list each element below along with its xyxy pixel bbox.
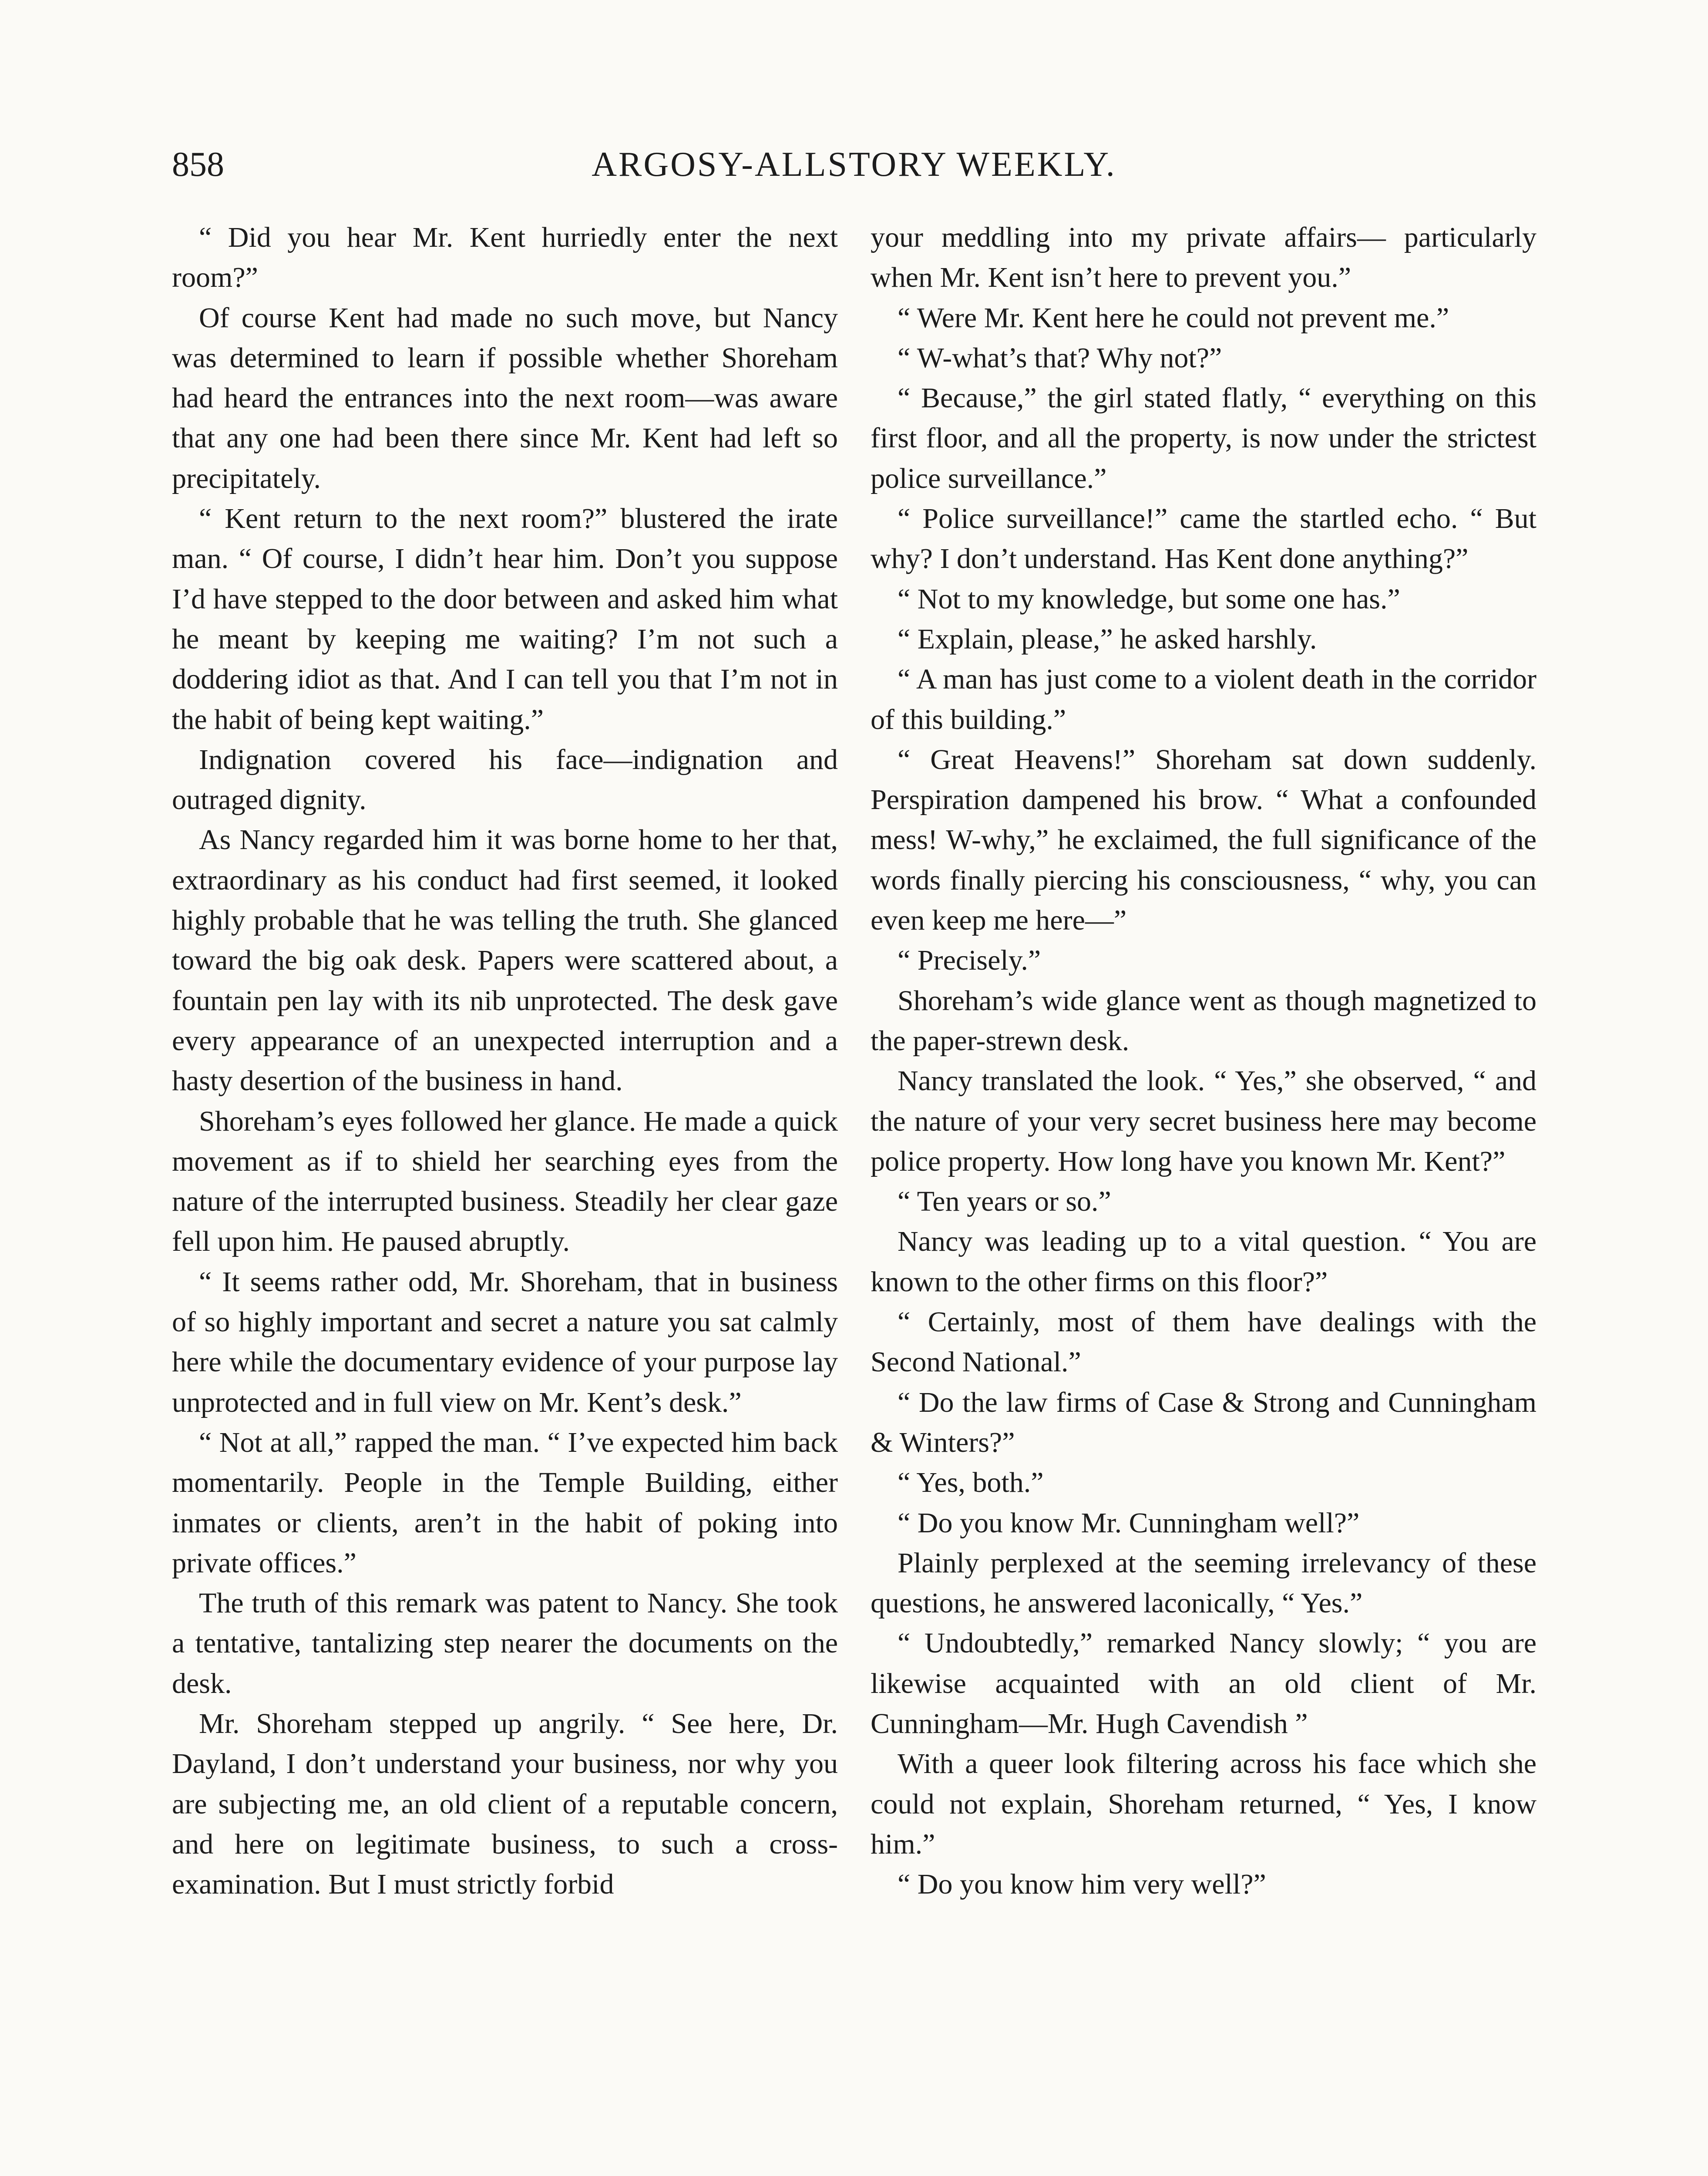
paragraph: With a queer look filtering across his face which she could not explain, Shoreham returned, “ Yes, I know him.” bbox=[871, 1748, 1537, 1860]
paragraph: “ Because,” the girl stated flatly, “ everything on this first floor, and all the property, is now under the strictest police surveillance.” bbox=[871, 382, 1537, 494]
paragraph-continued: your meddling into my private affairs— particularly when Mr. Kent isn’t here to prevent you.” bbox=[871, 222, 1537, 294]
paragraph: The truth of this remark was patent to Nancy. She took a tentative, tantalizing step nearer the documents on the desk. bbox=[172, 1587, 838, 1699]
paragraph: “ Not at all,” rapped the man. “ I’ve expected him back momentarily. People in the Temple Building, either inmates or clients, aren’t in the habit of poking into private offices.” bbox=[172, 1426, 838, 1579]
paragraph: “ Do you know Mr. Cunningham well?” bbox=[898, 1507, 1360, 1539]
paragraph: “ Undoubtedly,” remarked Nancy slowly; “ you are likewise acquainted with an old client of Mr. Cunningham—Mr. Hugh Cavendish ” bbox=[871, 1627, 1537, 1739]
paragraph: “ Precisely.” bbox=[898, 944, 1041, 977]
paragraph: “ Were Mr. Kent here he could not prevent me.” bbox=[898, 302, 1449, 334]
running-head: ARGOSY-ALLSTORY WEEKLY. bbox=[592, 145, 1116, 184]
paragraph: “ Police surveillance!” came the startled echo. “ But why? I don’t understand. Has Kent done anything?” bbox=[871, 503, 1537, 575]
paragraph: “ Yes, both.” bbox=[898, 1467, 1044, 1499]
paragraph: “ Explain, please,” he asked harshly. bbox=[898, 623, 1317, 655]
left-column bbox=[172, 218, 838, 1904]
paragraph: “ Not to my knowledge, but some one has.” bbox=[898, 583, 1400, 615]
paragraph: “ Certainly, most of them have dealings with the Second National.” bbox=[871, 1306, 1537, 1378]
right-column bbox=[871, 218, 1537, 1904]
paragraph: Nancy was leading up to a vital question. “ You are known to the other firms on this floor?” bbox=[871, 1226, 1537, 1298]
paragraph: Nancy translated the look. “ Yes,” she observed, “ and the nature of your very secret business here may become police property. How long have you known Mr. Kent?” bbox=[871, 1065, 1537, 1177]
paragraph: Of course Kent had made no such move, but Nancy was determined to learn if possible whether Shoreham had heard the entrances into the next room—was aware that any one had been there since Mr. Kent had left so precipitately. bbox=[172, 302, 838, 494]
paragraph: “ Do you know him very well?” bbox=[898, 1868, 1266, 1901]
page-header bbox=[172, 138, 1536, 191]
paragraph: “ Great Heavens!” Shoreham sat down suddenly. Perspiration dampened his brow. “ What a confounded mess! W-why,” he exclaimed, the full significance of the words finally piercing his consciousness, “ why, you can even keep me here—” bbox=[871, 743, 1537, 937]
page-number: 858 bbox=[172, 145, 224, 184]
paragraph: Indignation covered his face—indignation and outraged dignity. bbox=[172, 743, 838, 816]
paragraph: “ Did you hear Mr. Kent hurriedly enter the next room?” bbox=[172, 222, 838, 294]
paragraph: Mr. Shoreham stepped up angrily. “ See here, Dr. Dayland, I don’t understand your business, nor why you are subjecting me, an old client of a reputable concern, and here on legitimate business, to such a cross-examination. But I must strictly forbid bbox=[172, 1707, 838, 1901]
paragraph: “ W-what’s that? Why not?” bbox=[898, 342, 1222, 374]
paragraph: “ Ten years or so.” bbox=[898, 1185, 1111, 1218]
paragraph: Shoreham’s wide glance went as though magnetized to the paper-strewn desk. bbox=[871, 984, 1537, 1057]
paragraph: “ It seems rather odd, Mr. Shoreham, that in business of so highly important and secret a nature you sat calmly here while the documentary evidence of your purpose lay unprotected and in full view on Mr. Kent’s desk.” bbox=[172, 1266, 838, 1418]
paragraph: Shoreham’s eyes followed her glance. He made a quick movement as if to shield her searching eyes from the nature of the interrupted business. Steadily her clear gaze fell upon him. He paused abruptly. bbox=[172, 1105, 838, 1258]
paragraph: “ A man has just come to a violent death in the corridor of this building.” bbox=[871, 663, 1537, 735]
paragraph: “ Kent return to the next room?” blustered the irate man. “ Of course, I didn’t hear him. Don’t you suppose I’d have stepped to the door between and asked him what he meant by keeping me waiting? I’m not such a doddering idiot as that. And I can tell you that I’m not in the habit of being kept waiting.” bbox=[172, 503, 838, 735]
paragraph: Plainly perplexed at the seeming irrelevancy of these questions, he answered laconically, “ Yes.” bbox=[871, 1547, 1537, 1619]
paragraph: “ Do the law firms of Case & Strong and Cunningham & Winters?” bbox=[871, 1386, 1537, 1458]
paragraph: As Nancy regarded him it was borne home to her that, extraordinary as his conduct had first seemed, it looked highly probable that he was telling the truth. She glanced toward the big oak desk. Papers were scattered about, a fountain pen lay with its nib unprotected. The desk gave every appearance of an unexpected interruption and a hasty desertion of the business in hand. bbox=[172, 824, 838, 1097]
